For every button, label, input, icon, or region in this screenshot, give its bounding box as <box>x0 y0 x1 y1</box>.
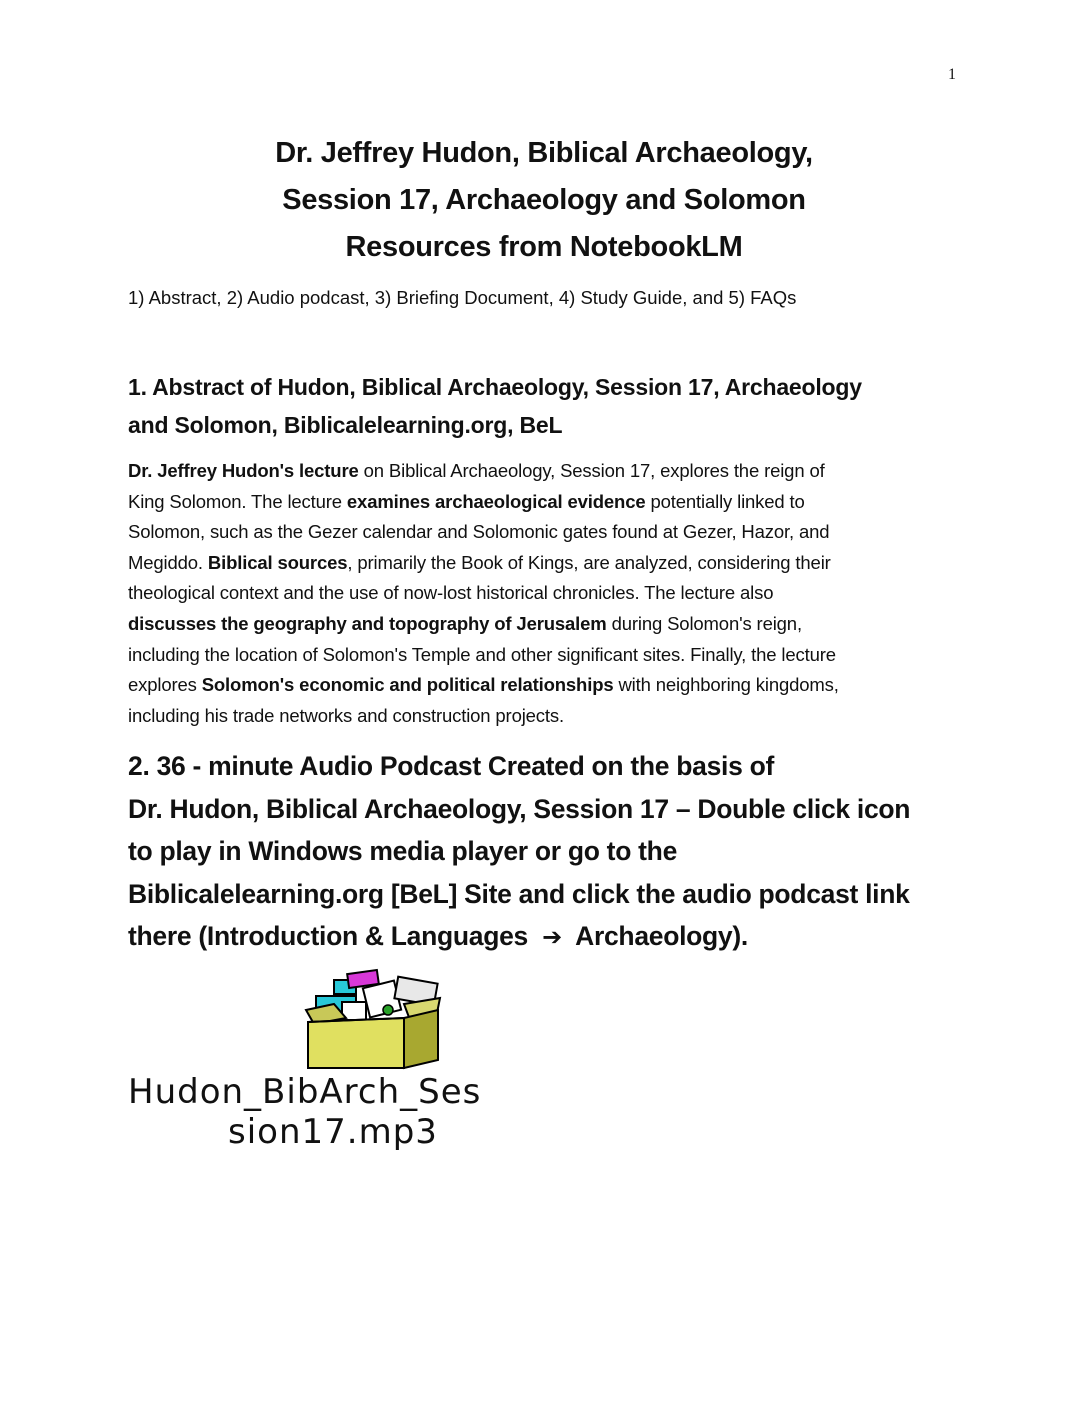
section-2-line-5b: Archaeology). <box>569 921 748 951</box>
abstract-line <box>128 609 968 640</box>
section-2-line-2: Dr. Hudon, Biblical Archaeology, Session 17 – Double click icon <box>128 793 911 824</box>
page-title <box>128 130 960 271</box>
abstract-line: Solomon, such as the Gezer calendar and Solomonic gates found at Gezer, Hazor, and <box>128 521 830 543</box>
section-2-line-5a: there (Introduction & Languages <box>128 921 536 951</box>
abstract-bold: examines archaeological evidence <box>346 490 646 512</box>
abstract-bold: Solomon's economic and political relationships <box>201 674 614 696</box>
package-icon-graphic <box>300 968 448 1072</box>
title-line-2: Session 17, Archaeology and Solomon <box>282 184 806 216</box>
abstract-text: Megiddo. <box>128 551 208 573</box>
abstract-text: during Solomon's reign, <box>606 612 802 634</box>
title-line-3: Resources from NotebookLM <box>345 231 743 263</box>
abstract-bold: discusses the geography and topography of Jerusalem <box>128 612 607 634</box>
abstract-line: theological context and the use of now-lost historical chronicles. The lecture also <box>128 582 774 604</box>
page-number: 1 <box>948 66 956 83</box>
section-2-line-3: to play in Windows media player or go to the <box>128 836 678 866</box>
audio-file-label[interactable] <box>128 1072 618 1152</box>
section-2-line-1: 2. 36 - minute Audio Podcast Created on the basis of <box>128 751 775 781</box>
abstract-line <box>128 487 968 518</box>
section-1-heading-line-1: 1. Abstract of Hudon, Biblical Archaeology, Session 17, Archaeology <box>128 374 862 400</box>
section-2-line-4: Biblicalelearning.org [BeL] Site and click the audio podcast link <box>128 878 910 909</box>
abstract-text: potentially linked to <box>645 490 805 512</box>
abstract-bold: Dr. Jeffrey Hudon's lecture <box>128 460 359 481</box>
abstract-text: King Solomon. The lecture <box>128 490 347 512</box>
abstract-line <box>128 670 968 701</box>
abstract-text: , primarily the Book of Kings, are analyzed, considering their <box>347 551 831 573</box>
abstract-line <box>128 456 968 487</box>
package-icon[interactable] <box>300 968 448 1072</box>
section-2-line-5 <box>128 915 988 960</box>
abstract-text: on Biblical Archaeology, Session 17, explores the reign of <box>358 460 825 481</box>
title-line-1: Dr. Jeffrey Hudon, Biblical Archaeology, <box>275 137 813 169</box>
arrow-right-icon: ➔ <box>542 924 562 951</box>
contents-list: 1) Abstract, 2) Audio podcast, 3) Briefing Document, 4) Study Guide, and 5) FAQs <box>128 287 797 308</box>
abstract-line: including the location of Solomon's Temple and other significant sites. Finally, the lecture <box>128 643 836 665</box>
abstract-line <box>128 548 968 579</box>
section-1-heading-line-2: and Solomon, Biblicalelearning.org, BeL <box>128 412 563 438</box>
audio-file-label-line-1: Hudon_BibArch_Ses <box>128 1072 482 1112</box>
abstract-text: with neighboring kingdoms, <box>613 674 839 696</box>
abstract-text: explores <box>128 674 202 696</box>
audio-file-label-line-2: sion17.mp3 <box>228 1112 438 1152</box>
abstract-bold: Biblical sources <box>207 551 348 573</box>
abstract-line: including his trade networks and construction projects. <box>128 704 564 726</box>
section-2-heading <box>128 745 988 960</box>
section-1-heading <box>128 368 968 444</box>
abstract-paragraph <box>128 456 968 731</box>
